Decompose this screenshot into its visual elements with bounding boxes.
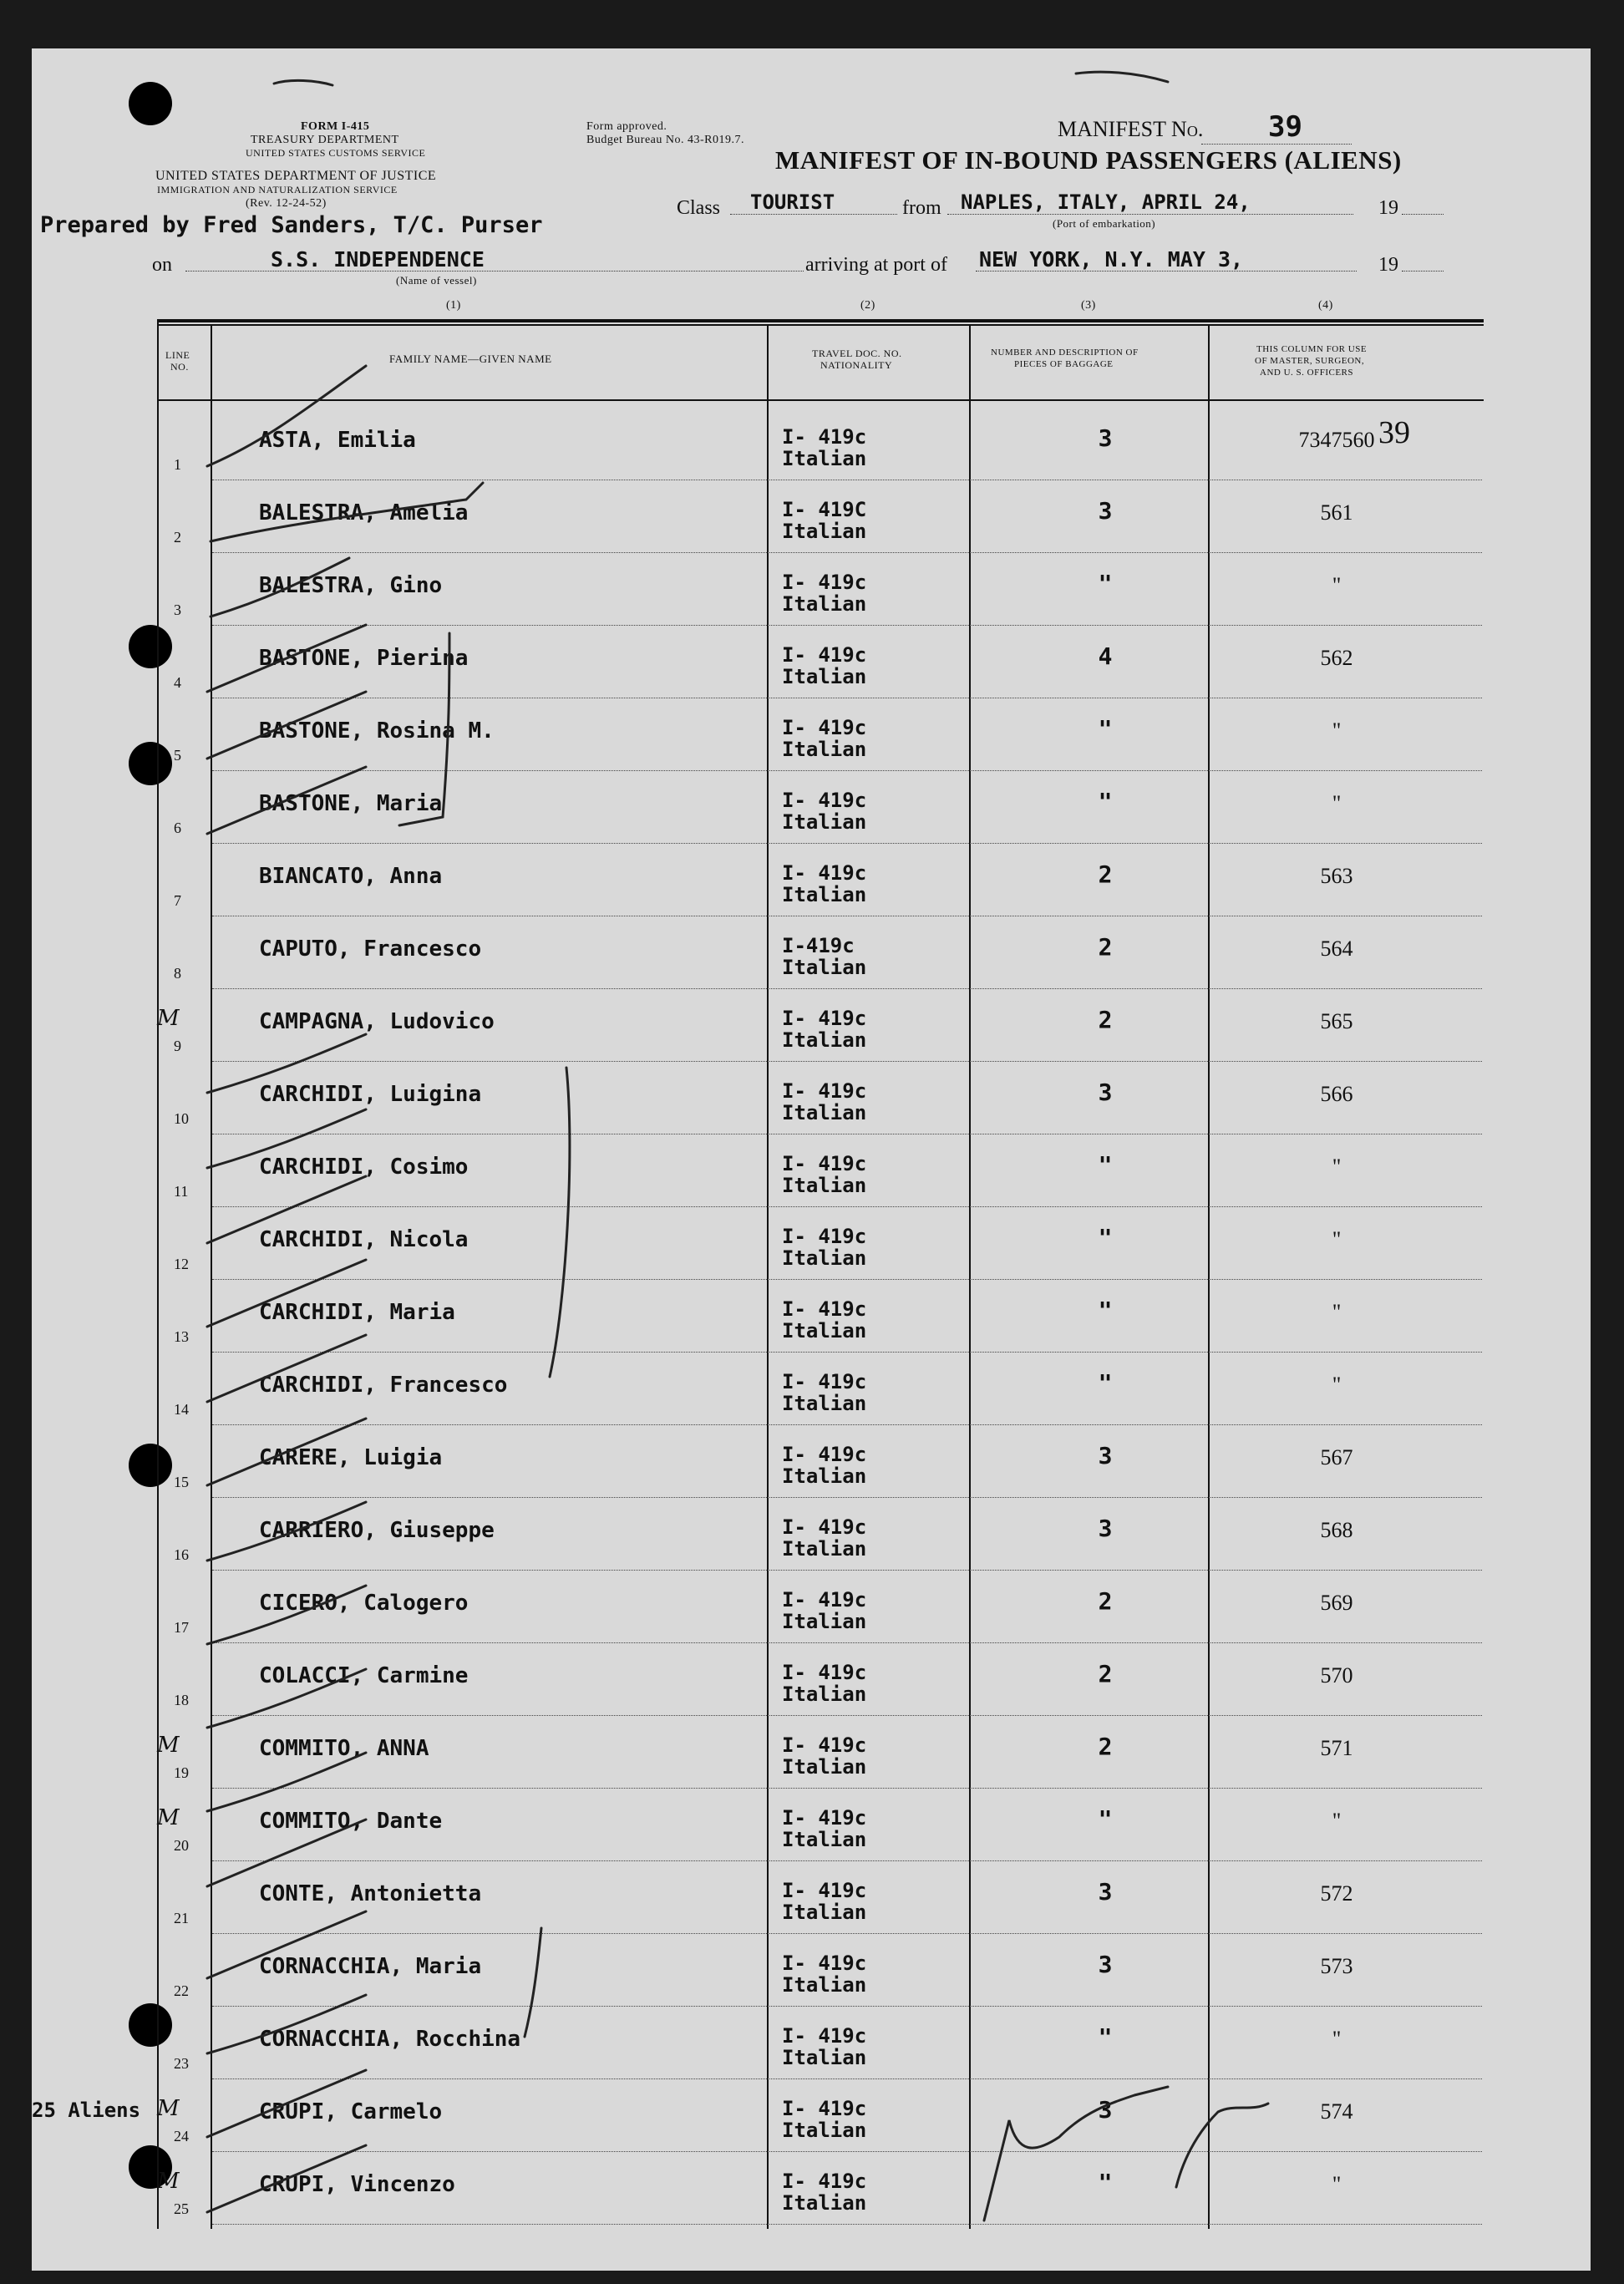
passenger-name: CORNACCHIA, Rocchina [259,2027,521,2052]
handwritten-mark: M [157,1006,180,1031]
nationality: Italian [782,1392,867,1415]
baggage-count: 3 [1098,1442,1113,1469]
manifest-title: MANIFEST OF IN-BOUND PASSENGERS (ALIENS) [775,145,1402,175]
nationality: Italian [782,1973,867,1997]
baggage-count: 3 [1098,1878,1113,1906]
nationality: Italian [782,665,867,688]
baggage-count: 3 [1098,1951,1113,1978]
year-2: 19 [1378,254,1398,276]
header-line: LINE [165,349,190,361]
nationality: Italian [782,2119,867,2142]
header-doc: TRAVEL DOC. NO. [812,348,902,359]
manifest-no-value: 39 [1268,110,1302,144]
col-num-2: (2) [860,299,875,312]
line-number: 3 [174,601,181,618]
doc-number: I- 419c [782,1443,867,1466]
handwritten-page-number: 39 [1378,415,1410,450]
col-num-3: (3) [1081,299,1096,312]
doc-number: I- 419c [782,643,867,667]
doc-number: I- 419c [782,571,867,594]
header-officers-2: OF MASTER, SURGEON, [1255,356,1365,366]
baggage-count: 2 [1098,1587,1113,1615]
doc-number: I- 419c [782,1225,867,1248]
nationality: Italian [782,2046,867,2069]
doc-number: I- 419c [782,1152,867,1175]
baggage-count: " [1098,570,1113,597]
doc-number: I- 419C [782,498,867,521]
doc-number: I- 419c [782,425,867,449]
form-number: FORM I-415 [301,120,370,133]
on-label: on [152,254,172,276]
baggage-count: 4 [1098,642,1113,670]
passenger-name: COMMITO, Dante [259,1809,443,1834]
officer-number: 564 [1320,936,1353,961]
line-number: 22 [174,1982,189,1999]
baggage-count: " [1098,1369,1113,1397]
baggage-count: " [1098,2023,1113,2051]
passenger-name: CARCHIDI, Maria [259,1300,455,1325]
nationality: Italian [782,1755,867,1779]
doc-number: I-419c [782,934,855,957]
passenger-name: CARERE, Luigia [259,1445,443,1470]
class-value: TOURIST [750,190,835,214]
officer-number: 567 [1320,1445,1353,1469]
doc-number: I- 419c [782,2024,867,2048]
customs-service: UNITED STATES CUSTOMS SERVICE [246,147,426,159]
manifest-page [32,48,1591,2271]
arriving-label: arriving at port of [805,254,947,276]
officer-number: 566 [1320,1082,1353,1106]
form-revision: (Rev. 12-24-52) [246,197,327,210]
baggage-count: 2 [1098,1660,1113,1688]
nationality: Italian [782,2191,867,2215]
line-number: 19 [174,1764,189,1781]
prepared-by: Prepared by Fred Sanders, T/C. Purser [40,212,543,238]
passenger-name: BALESTRA, Amelia [259,500,469,525]
doc-number: I- 419c [782,1733,867,1757]
officer-number: " [1332,718,1342,743]
aliens-count-note: 25 Aliens [32,2099,141,2122]
treasury-dept: TREASURY DEPARTMENT [251,134,399,146]
officer-number: 574 [1320,2099,1353,2124]
officer-number: 7347560 [1298,428,1375,452]
line-number: 5 [174,747,181,764]
doc-number: I- 419c [782,1370,867,1393]
header-no: NO. [170,361,189,373]
doc-number: I- 419c [782,2170,867,2193]
passenger-name: CICERO, Calogero [259,1591,469,1616]
baggage-count: " [1098,715,1113,743]
header-bag-1: NUMBER AND DESCRIPTION OF [991,348,1139,358]
line-number: 14 [174,1401,189,1418]
baggage-count: 2 [1098,933,1113,961]
handwritten-mark: M [157,2169,180,2194]
passenger-name: CARCHIDI, Francesco [259,1373,508,1398]
vessel-note: (Name of vessel) [396,274,477,287]
baggage-count: 3 [1098,1515,1113,1542]
nationality: Italian [782,1028,867,1052]
passenger-name: ASTA, Emilia [259,428,416,453]
doc-number: I- 419c [782,1515,867,1539]
passenger-name: COMMITO, ANNA [259,1736,429,1761]
col-num-1: (1) [446,299,461,312]
line-number: 20 [174,1837,189,1854]
nationality: Italian [782,1464,867,1488]
line-number: 6 [174,820,181,836]
line-number: 16 [174,1546,189,1563]
baggage-count: " [1098,2169,1113,2196]
line-number: 18 [174,1692,189,1708]
header-name: FAMILY NAME—GIVEN NAME [389,353,552,365]
officer-number: 569 [1320,1591,1353,1615]
passenger-name: CARCHIDI, Luigina [259,1082,482,1107]
ins-service: IMMIGRATION AND NATURALIZATION SERVICE [157,184,398,195]
passenger-name: COLACCI, Carmine [259,1663,469,1688]
officer-number: 570 [1320,1663,1353,1688]
passenger-name: CRUPI, Vincenzo [259,2172,455,2197]
passenger-name: CAPUTO, Francesco [259,936,482,962]
manifest-no-label: MANIFEST No. [1058,117,1204,141]
justice-dept: UNITED STATES DEPARTMENT OF JUSTICE [155,169,437,183]
passenger-name: BASTONE, Maria [259,791,443,816]
handwritten-mark: M [157,2096,180,2121]
baggage-count: 2 [1098,1733,1113,1760]
from-label: from [902,197,941,219]
from-value: NAPLES, ITALY, APRIL 24, [961,190,1251,214]
line-number: 2 [174,529,181,546]
nationality: Italian [782,1901,867,1924]
nationality: Italian [782,1174,867,1197]
officer-number: 573 [1320,1954,1353,1978]
line-number: 15 [174,1474,189,1490]
officer-number: 571 [1320,1736,1353,1760]
line-number: 1 [174,456,181,473]
baggage-count: 3 [1098,424,1113,452]
officer-number: " [1332,1373,1342,1397]
header-officers-3: AND U. S. OFFICERS [1260,368,1353,378]
passenger-name: CARRIERO, Giuseppe [259,1518,495,1543]
header-officers-1: THIS COLUMN FOR USE [1256,344,1368,354]
baggage-count: 2 [1098,860,1113,888]
line-number: 4 [174,674,181,691]
col-num-4: (4) [1318,299,1333,312]
officer-number: 561 [1320,500,1353,525]
nationality: Italian [782,1246,867,1270]
passenger-name: CRUPI, Carmelo [259,2099,443,2124]
baggage-count: " [1098,1151,1113,1179]
arriving-value: NEW YORK, N.Y. MAY 3, [979,247,1244,272]
baggage-count: " [1098,1297,1113,1324]
baggage-count: 3 [1098,1079,1113,1106]
line-number: 25 [174,2200,189,2217]
form-approved: Form approved. [586,120,667,133]
doc-number: I- 419c [782,1007,867,1030]
doc-number: I- 419c [782,2097,867,2120]
doc-number: I- 419c [782,1588,867,1611]
baggage-count: " [1098,788,1113,815]
line-number: 23 [174,2055,189,2072]
year-1: 19 [1378,197,1398,219]
passenger-name: CARCHIDI, Nicola [259,1227,469,1252]
line-number: 13 [174,1328,189,1345]
officer-number: " [1332,1227,1342,1251]
nationality: Italian [782,447,867,470]
passenger-name: CORNACCHIA, Maria [259,1954,482,1979]
line-number: 10 [174,1110,189,1127]
officer-number: 565 [1320,1009,1353,1033]
header-bag-2: PIECES OF BAGGAGE [1014,359,1114,369]
nationality: Italian [782,592,867,616]
vessel-name: S.S. INDEPENDENCE [271,247,485,272]
nationality: Italian [782,1610,867,1633]
nationality: Italian [782,1319,867,1342]
nationality: Italian [782,1101,867,1124]
baggage-count: 2 [1098,1006,1113,1033]
doc-number: I- 419c [782,789,867,812]
passenger-name: BASTONE, Rosina M. [259,718,495,744]
line-number: 24 [174,2128,189,2144]
budget-bureau: Budget Bureau No. 43-R019.7. [586,134,744,146]
nationality: Italian [782,738,867,761]
doc-number: I- 419c [782,861,867,885]
header-nationality: NATIONALITY [820,359,893,371]
officer-number: " [1332,791,1342,815]
nationality: Italian [782,520,867,543]
baggage-count: " [1098,1805,1113,1833]
line-number: 11 [174,1183,189,1200]
doc-number: I- 419c [782,1879,867,1902]
doc-number: I- 419c [782,1952,867,1975]
line-number: 7 [174,892,181,909]
passenger-name: BASTONE, Pierina [259,646,469,671]
officer-number: " [1332,1809,1342,1833]
nationality: Italian [782,1537,867,1561]
officer-number: 568 [1320,1518,1353,1542]
officer-number: " [1332,1155,1342,1179]
port-note: (Port of embarkation) [1053,217,1156,230]
nationality: Italian [782,1683,867,1706]
baggage-count: 3 [1098,2096,1113,2124]
officer-number: " [1332,1300,1342,1324]
nationality: Italian [782,1828,867,1851]
officer-number: " [1332,573,1342,597]
doc-number: I- 419c [782,1806,867,1830]
doc-number: I- 419c [782,1661,867,1684]
line-number: 12 [174,1256,189,1272]
passenger-name: CAMPAGNA, Ludovico [259,1009,495,1034]
class-label: Class [677,197,721,219]
nationality: Italian [782,810,867,834]
baggage-count: " [1098,1224,1113,1251]
passenger-name: BALESTRA, Gino [259,573,443,598]
nationality: Italian [782,956,867,979]
passenger-name: BIANCATO, Anna [259,864,443,889]
nationality: Italian [782,883,867,906]
officer-number: " [1332,2172,1342,2196]
officer-number: 563 [1320,864,1353,888]
officer-number: " [1332,2027,1342,2051]
officer-number: 572 [1320,1881,1353,1906]
handwritten-mark: M [157,1805,180,1830]
line-number: 17 [174,1619,189,1636]
doc-number: I- 419c [782,1297,867,1321]
doc-number: I- 419c [782,1079,867,1103]
line-number: 8 [174,965,181,982]
line-number: 21 [174,1910,189,1926]
handwritten-mark: M [157,1733,180,1758]
handwritten-checkmarks [32,48,1591,2271]
baggage-count: 3 [1098,497,1113,525]
passenger-name: CONTE, Antonietta [259,1881,482,1906]
doc-number: I- 419c [782,716,867,739]
passenger-name: CARCHIDI, Cosimo [259,1155,469,1180]
line-number: 9 [174,1038,181,1054]
officer-number: 562 [1320,646,1353,670]
